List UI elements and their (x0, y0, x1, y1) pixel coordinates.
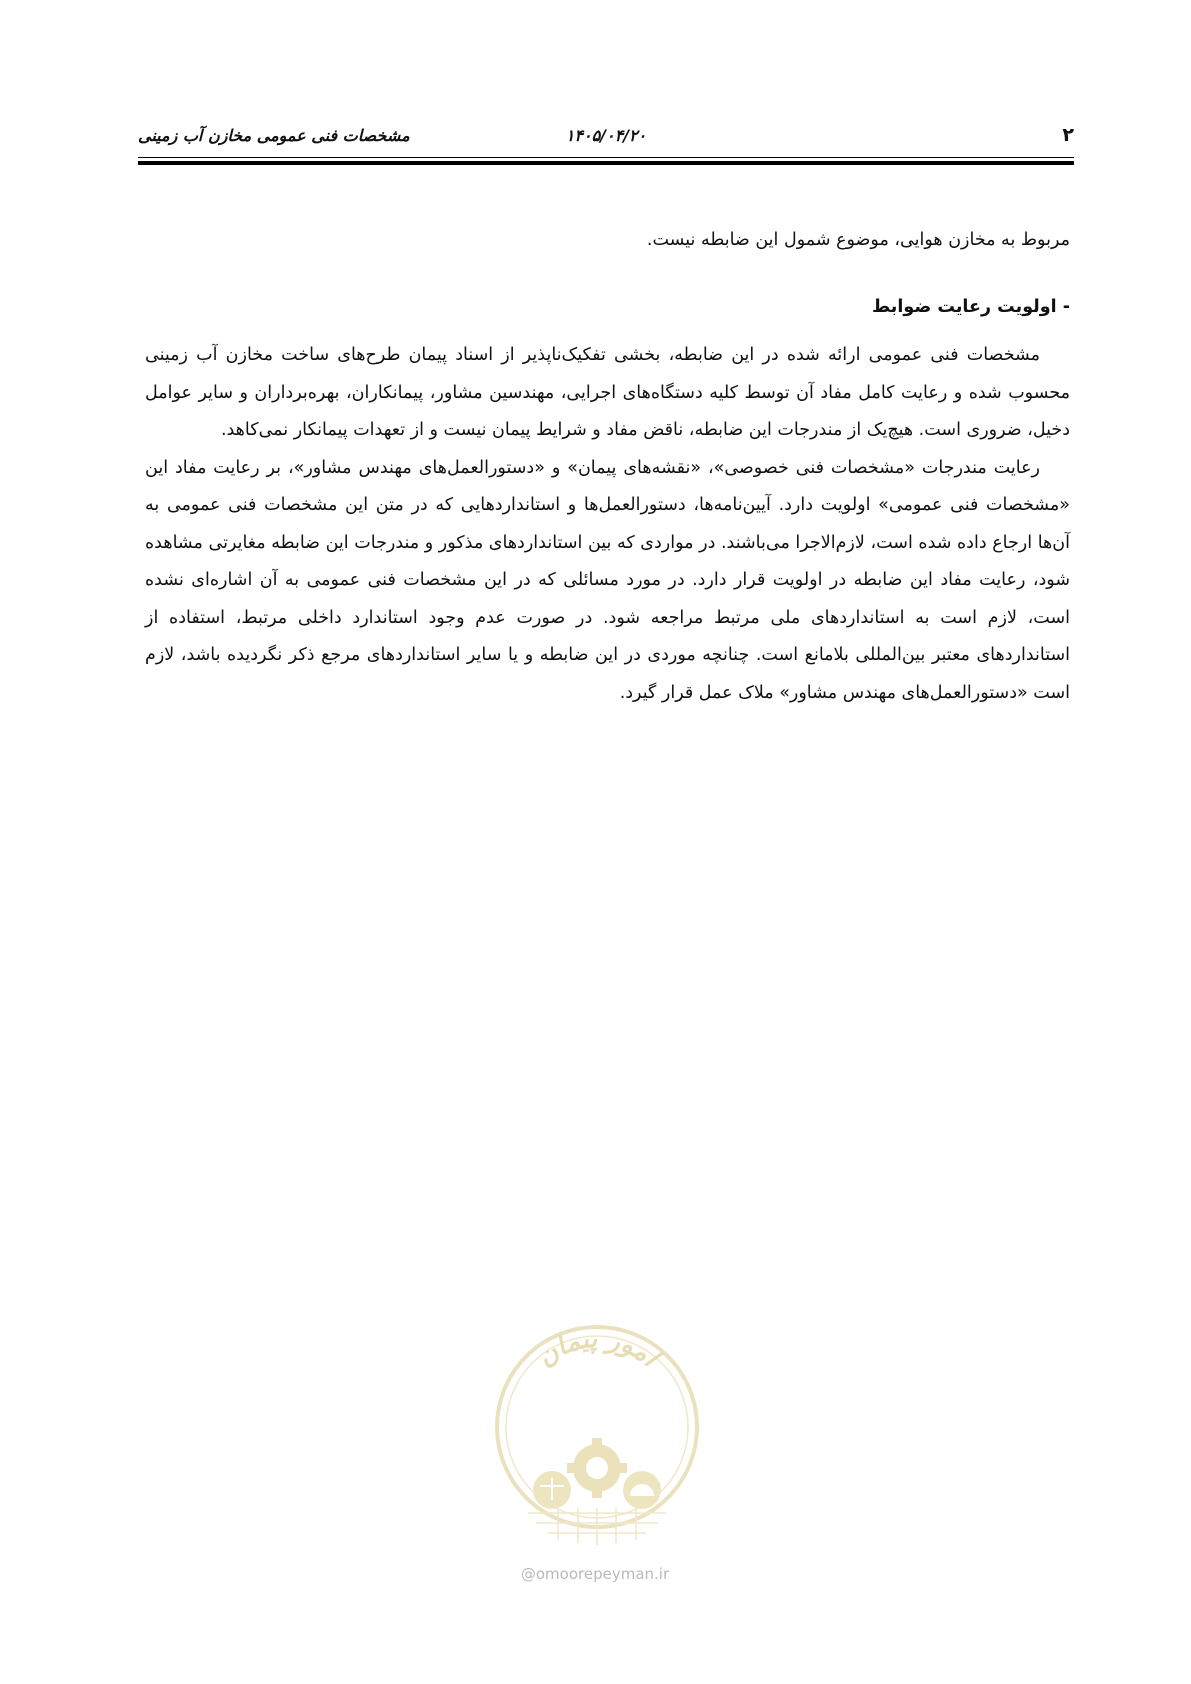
watermark-site-text: omoorepeyman.ir (535, 1565, 670, 1583)
seal-grid (528, 1508, 666, 1545)
watermark-seal (488, 1318, 706, 1556)
document-body (145, 214, 1070, 712)
body-paragraph-2: رعایت مندرجات «مشخصات فنی خصوصی»، «نقشه‌های پیمان» و «دستورالعمل‌های مهندس مشاور»، بر رعایت مفاد این «مشخصات فنی عمومی» اولویت دارد. آیین‌نامه‌ها، دستورالعمل‌ها و استانداردهایی که در متن این مشخصات فنی عمومی به آن‌ها ارجاع داده شده است، لازم‌الاجرا می‌باشند. در مواردی که بین استانداردهای مذکور و مندرجات این ضابطه مغایرتی مشاهده شود، رعایت مفاد این ضابطه در اولویت قرار دارد. در مورد مسائلی که در این مشخصات فنی عمومی به آن اشاره‌ای نشده است، لازم است به استانداردهای ملی مرتبط مراجعه شود. در صورت عدم وجود استاندارد داخلی مرتبط، استفاده از استانداردهای معتبر بین‌المللی بلامانع است. چنانچه موردی در این ضابطه و یا سایر استانداردهای مرجع ذکر نگردیده باشد، لازم است «دستورالعمل‌های مهندس مشاور» ملاک عمل قرار گیرد. (145, 457, 1070, 703)
watermark-site (470, 1565, 720, 1583)
header-rule-thick (138, 161, 1074, 165)
header-date: ۱۴۰۵/۰۴/۲۰ (565, 126, 647, 145)
intro-line: مربوط به مخازن هوایی، موضوع شمول این ضابطه نیست. (646, 230, 1070, 250)
seal-text: امور پیمان (531, 1323, 664, 1373)
gear-icon (567, 1438, 627, 1498)
header-rule-thin (138, 157, 1074, 158)
scales-icon (533, 1471, 571, 1509)
at-icon: @ (520, 1565, 536, 1583)
page-number: ۲ (1062, 124, 1074, 146)
header-title: مشخصات فنی عمومی مخازن آب زمینی (138, 126, 410, 145)
page-header (138, 124, 1074, 150)
body-paragraph-1: مشخصات فنی عمومی ارائه شده در این ضابطه، بخشی تفکیک‌ناپذیر از اسناد پیمان طرح‌های ساخت مخازن آب زمینی محسوب شده و رعایت کامل مفاد آن توسط کلیه دستگاه‌های اجرایی، مهندسین مشاور، پیمانکاران، بهره‌برداران و سایر عوامل دخیل، ضروری است. هیچ‌یک از مندرجات این ضابطه، ناقض مفاد و شرایط پیمان نیست و از تعهدات پیمانکار نمی‌کاهد. (145, 345, 1070, 440)
section-heading: - اولویت رعایت ضوابط (872, 296, 1070, 317)
helmet-icon (623, 1471, 661, 1509)
